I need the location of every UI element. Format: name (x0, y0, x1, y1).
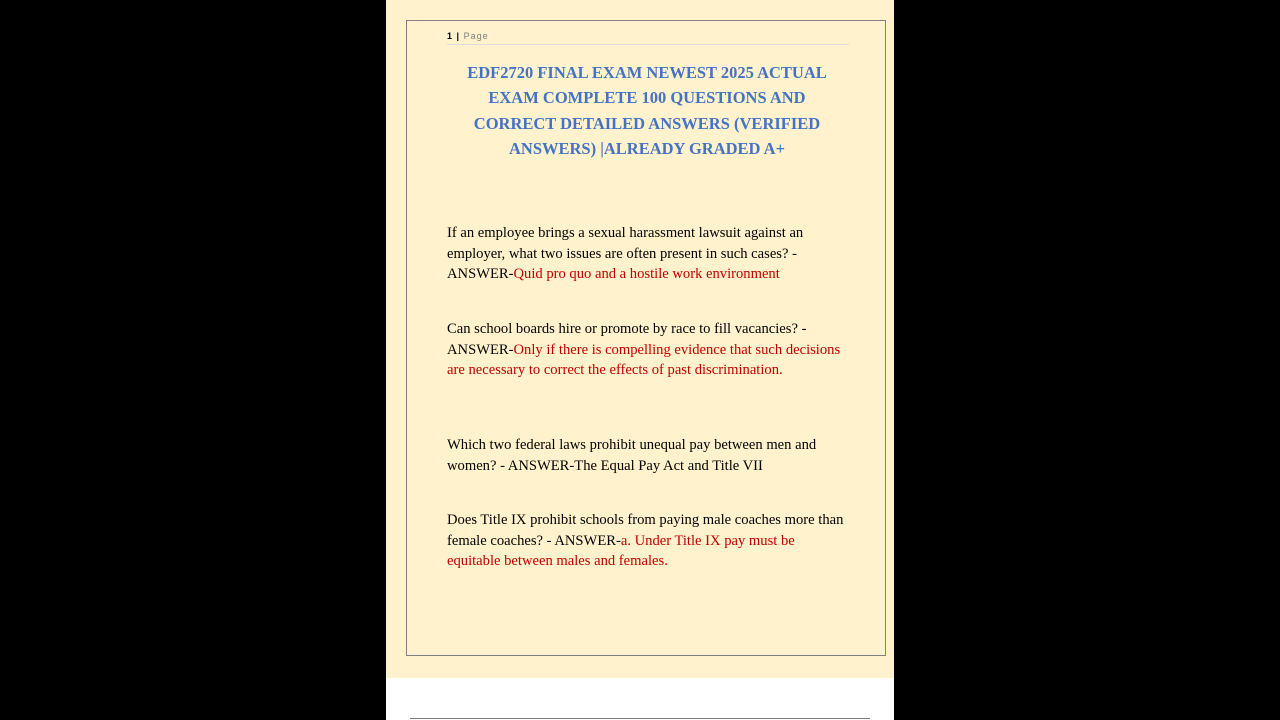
question-text: Can school boards hire or promote by race to fill vacancies? - ANSWER- (447, 321, 807, 358)
page-number: 1 (447, 31, 454, 41)
qa-item-4 (447, 510, 851, 572)
qa-item-2 (447, 319, 851, 381)
page-number-header (447, 31, 489, 41)
document-page (386, 0, 894, 678)
page-label: Page (463, 31, 489, 41)
answer-text: Only if there is compelling evidence that such decisions are necessary to correct the effects of past discrimination. (447, 341, 841, 378)
page-separator: | (456, 31, 461, 41)
question-text: If an employee brings a sexual harassment lawsuit against an employer, what two issues are often present in such cases? - ANSWER- (447, 225, 804, 282)
answer-text: The Equal Pay Act and Title VII (574, 457, 763, 474)
answer-text: a. Under Title IX pay must be equitable between males and females. (447, 532, 795, 569)
next-page-preview (386, 678, 894, 720)
qa-item-3 (447, 435, 851, 476)
qa-item-1 (447, 223, 851, 285)
document-title: EDF2720 FINAL EXAM NEWEST 2025 ACTUAL EXAM COMPLETE 100 QUESTIONS AND CORRECT DETAILED ANSWERS (VERIFIED ANSWERS) |ALREADY GRADED A+ (467, 63, 827, 158)
header-divider (447, 44, 849, 45)
answer-text: Quid pro quo and a hostile work environment (513, 266, 780, 282)
question-text: Which two federal laws prohibit unequal pay between men and women? - ANSWER- (447, 437, 817, 474)
next-page-divider (410, 718, 870, 719)
question-text: Does Title IX prohibit schools from paying male coaches more than female coaches? - ANSWER- (447, 512, 844, 549)
